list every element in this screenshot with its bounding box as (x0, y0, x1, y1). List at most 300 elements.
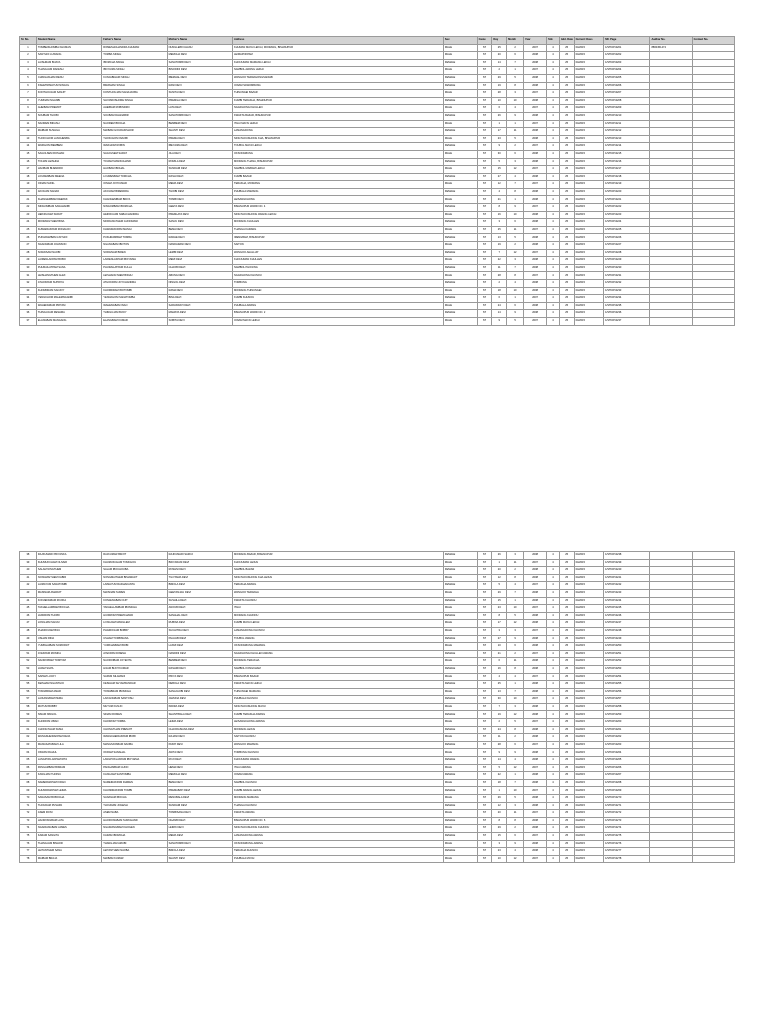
table-cell: NINGOMBAM IBOMCHA (102, 204, 167, 212)
table-cell: TOMBEIKHOMBA KHUMAN (36, 44, 101, 52)
table-cell: 4 (547, 855, 560, 863)
table-cell: TAKHELLAMBAM IBOMCHA (102, 605, 167, 613)
table-cell: SUNITA DEVI (167, 90, 232, 98)
table-cell: 19 (492, 242, 507, 250)
table-cell: 25 (559, 734, 574, 742)
table-row (20, 302, 735, 310)
table-cell: 4 (547, 59, 560, 67)
table-cell: 2008 (523, 112, 546, 120)
table-cell: 65 (20, 757, 37, 765)
table-cell: 2008 (523, 635, 546, 643)
table-cell (650, 74, 692, 82)
table-cell: MALE (443, 825, 477, 833)
table-cell: 4 (547, 211, 560, 219)
table-cell (650, 90, 692, 98)
table-cell: CHAOBI DEVI (167, 264, 232, 272)
table-cell: SHANTI DEVI (167, 128, 232, 136)
table-cell: AYEKPAM DINESH (102, 650, 167, 658)
table-cell: 1/STD/P/4241 (604, 574, 650, 582)
table-cell: MOIRANG THINUNGEI (232, 287, 443, 295)
table-cell: AYEKPAM MONIKA (36, 650, 101, 658)
table-cell: 04/2015 (574, 574, 604, 582)
table-cell: OKRAM SANAHAL (102, 749, 167, 757)
table-cell: RENUBALA DEVI (167, 795, 232, 803)
table-cell: TOMBA SINGH (102, 52, 167, 60)
table-cell: 20 (20, 188, 37, 196)
table-cell: 2008 (523, 772, 546, 780)
table-cell: MALE (443, 257, 477, 265)
table-cell: 04/2015 (574, 627, 604, 635)
table-cell: MALE (443, 855, 477, 863)
table-cell (650, 741, 692, 749)
table-row (20, 90, 735, 98)
table-cell: 04/2015 (574, 150, 604, 158)
table-cell: 4 (547, 559, 560, 567)
table-cell: ATHOKPAM SUPRIYA (36, 280, 101, 288)
table-cell: NAMEIRAKPAM KIRAN (36, 779, 101, 787)
table-cell: 1/STD/P/4264 (604, 749, 650, 757)
table-cell: KSHETRIMAYUM NINGOL (36, 82, 101, 90)
table-cell (692, 257, 734, 265)
table-row (20, 188, 735, 196)
table-cell: MALE (443, 688, 477, 696)
table-cell: 26 (492, 112, 507, 120)
table-row (20, 574, 735, 582)
table-cell: 04/2015 (574, 741, 604, 749)
table-cell: ST (477, 181, 492, 189)
table-cell: KONJENGBAM ROJIKA (36, 597, 101, 605)
table-cell: MEMI DEVI (167, 257, 232, 265)
table-cell: PHUBALA AWANG (232, 302, 443, 310)
table-cell: FEMALE (443, 597, 477, 605)
table-cell: 2008 (523, 726, 546, 734)
table-row (20, 257, 735, 265)
table-cell: 9 (492, 143, 507, 151)
table-cell: 6 (492, 295, 507, 303)
table-row (20, 234, 735, 242)
table-cell: 4 (547, 696, 560, 704)
table-cell: MALE (443, 589, 477, 597)
table-cell: 1/STD/P/4207 (604, 90, 650, 98)
table-cell: MALE (443, 181, 477, 189)
table-cell: SANTHOI LUWANG (36, 52, 101, 60)
table-cell (650, 658, 692, 666)
table-cell: 1/STD/P/4237 (604, 317, 650, 325)
table-cell: WAHENGBAM INAO (102, 302, 167, 310)
table-cell: 1/STD/P/4213 (604, 135, 650, 143)
table-cell: 21 (492, 650, 507, 658)
table-cell: 1/STD/P/4271 (604, 802, 650, 810)
table-cell: 25 (559, 665, 574, 673)
table-row (20, 605, 735, 613)
column-header: SR. Page (604, 37, 650, 45)
table-cell: MALE (443, 196, 477, 204)
table-row (20, 67, 735, 75)
table-cell: MALE (443, 643, 477, 651)
table-row (20, 582, 735, 590)
table-cell: TOIJAM MANIKCHAND (102, 158, 167, 166)
table-cell: 2007 (523, 810, 546, 818)
table-cell: TILOTAMA DEVI (167, 574, 232, 582)
table-row (20, 855, 735, 863)
table-cell: KHUNDRAKPAM TOMBI (102, 787, 167, 795)
table-cell (692, 120, 734, 128)
table-cell: 16 (492, 211, 507, 219)
table-row (20, 734, 735, 742)
table-cell: FEMALE (443, 280, 477, 288)
table-cell: LEMBI DEVI (167, 249, 232, 257)
table-cell: KHOIROM TOMBA (102, 719, 167, 727)
table-cell: 4 (547, 787, 560, 795)
table-cell: THANGA KARANG (232, 226, 443, 234)
table-cell: 4 (547, 52, 560, 60)
table-cell: ST (477, 211, 492, 219)
table-cell (692, 302, 734, 310)
table-cell: 25 (559, 97, 574, 105)
table-cell: 9 (507, 112, 524, 120)
table-cell: FEMALE (443, 772, 477, 780)
table-cell: 25 (559, 627, 574, 635)
table-cell: 11 (507, 810, 524, 818)
table-cell: 04/2015 (574, 810, 604, 818)
table-cell: NINGTHOUKHONG KHUNOU (232, 825, 443, 833)
table-cell (650, 681, 692, 689)
table-cell: ANITA DEVI (167, 749, 232, 757)
table-cell: 25 (559, 741, 574, 749)
table-cell (692, 734, 734, 742)
table-cell: 25 (559, 559, 574, 567)
student-table-block-2 (19, 551, 735, 863)
table-cell: 04/2015 (574, 234, 604, 242)
table-cell: MALE (443, 287, 477, 295)
table-cell: 4 (547, 74, 560, 82)
table-cell: HEMA DEVI (167, 764, 232, 772)
table-cell: 25 (559, 302, 574, 310)
table-cell: 2007 (523, 741, 546, 749)
table-cell (650, 703, 692, 711)
table-cell: 1/STD/P/4273 (604, 817, 650, 825)
table-cell: SUNDARI DEVI (167, 166, 232, 174)
table-cell: ST (477, 249, 492, 257)
table-cell: SAGOLSEM ROSHAN (36, 150, 101, 158)
table-cell: NAMEIRAKPAM DHIREN (102, 779, 167, 787)
table-cell: 18 (20, 173, 37, 181)
table-cell: MALE (443, 703, 477, 711)
table-cell: 7 (507, 59, 524, 67)
table-cell: MEMCHA DEVI (167, 52, 232, 60)
table-cell: MALE (443, 317, 477, 325)
table-cell: 4 (507, 673, 524, 681)
table-cell: OINAM AWANG (232, 772, 443, 780)
table-row (20, 150, 735, 158)
table-cell: 14 (20, 143, 37, 151)
table-cell: 04/2015 (574, 211, 604, 219)
table-cell: FEMALE (443, 802, 477, 810)
table-cell: FEMALE (443, 97, 477, 105)
table-cell: 04/2015 (574, 643, 604, 651)
table-cell: OINAM MAYAI LEIKAI (232, 317, 443, 325)
table-cell: 2008 (523, 97, 546, 105)
table-row (20, 703, 735, 711)
table-cell: 8 (507, 817, 524, 825)
table-cell: 1/STD/P/4265 (604, 757, 650, 765)
table-cell: 2008 (523, 597, 546, 605)
table-cell: MALE (443, 135, 477, 143)
table-cell: OINAM SAWOMBUNG (232, 82, 443, 90)
table-cell: 04/2015 (574, 90, 604, 98)
table-cell (650, 181, 692, 189)
table-cell: 23 (492, 605, 507, 613)
table-row (20, 82, 735, 90)
column-header: Month (507, 37, 524, 45)
table-cell (650, 711, 692, 719)
table-cell: PHAIROIJAM BOBBY (102, 627, 167, 635)
table-cell: 24 (20, 219, 37, 227)
table-cell (692, 226, 734, 234)
table-cell: ST (477, 620, 492, 628)
table-cell: YUMNAM NGANBI (36, 97, 101, 105)
table-cell: 4 (547, 643, 560, 651)
table-cell: NINGTHOUKHONG KHA LEIKAI (232, 574, 443, 582)
table-cell: 9 (20, 105, 37, 113)
table-cell: 1/STD/P/4232 (604, 280, 650, 288)
table-cell: 7 (507, 688, 524, 696)
table-cell: 6 (507, 52, 524, 60)
table-cell: NGAIRANGBAM JAMES (36, 825, 101, 833)
table-cell: 1/STD/P/4205 (604, 74, 650, 82)
table-cell: ST (477, 44, 492, 52)
table-cell: KANGJAM SANTOMBA (102, 772, 167, 780)
table-cell: 25 (559, 749, 574, 757)
table-row (20, 696, 735, 704)
table-cell: KEISHAM SHYAMSUNDAR (102, 681, 167, 689)
table-cell: MALE (443, 105, 477, 113)
table-cell: 4 (507, 848, 524, 856)
table-cell: NAOROIBAM TOMTOM (36, 658, 101, 666)
table-cell (650, 643, 692, 651)
table-cell: LANGPOKLAKPAM IBOYAIMA (102, 757, 167, 765)
table-cell: 1/STD/P/4275 (604, 832, 650, 840)
table-cell: 1 (492, 787, 507, 795)
table-cell: 4 (547, 719, 560, 727)
table-cell: ST (477, 272, 492, 280)
table-cell: NONGMAITHEM KABIR (36, 574, 101, 582)
table-cell: FEMALE (443, 552, 477, 560)
table-cell: 15 (492, 166, 507, 174)
table-cell (692, 264, 734, 272)
table-cell: 1/STD/P/4211 (604, 120, 650, 128)
table-cell: 2008 (523, 264, 546, 272)
table-cell: BEMBEM DEVI (167, 658, 232, 666)
table-cell: KHOIJUMAN KHULLEN (232, 257, 443, 265)
table-cell: 25 (559, 635, 574, 643)
table-cell: 2 (507, 825, 524, 833)
table-cell: 8 (507, 82, 524, 90)
table-cell: MALE (443, 166, 477, 174)
table-cell: 8 (507, 665, 524, 673)
table-cell: 1/STD/P/4252 (604, 658, 650, 666)
table-cell: NAOROIBAM JOYENTA (102, 658, 167, 666)
table-cell: 43 (20, 589, 37, 597)
table-cell: 4 (547, 810, 560, 818)
table-cell: 04/2015 (574, 589, 604, 597)
table-cell: 48 (20, 627, 37, 635)
table-cell: MAISNAM AMARJIT (36, 589, 101, 597)
table-cell: 21 (20, 196, 37, 204)
table-cell: 15 (492, 597, 507, 605)
table-cell: 14 (492, 59, 507, 67)
table-cell (650, 173, 692, 181)
table-cell: PHUBALA KHUNOU (232, 696, 443, 704)
table-cell (650, 665, 692, 673)
table-cell: 8 (507, 272, 524, 280)
table-cell: 2007 (523, 696, 546, 704)
table-cell: 6 (507, 302, 524, 310)
table-cell: 1/STD/P/4204 (604, 67, 650, 75)
table-cell: ST (477, 166, 492, 174)
table-cell: 2007 (523, 166, 546, 174)
table-cell: 04/2015 (574, 74, 604, 82)
table-cell: 4 (547, 280, 560, 288)
table-cell: 04/2015 (574, 287, 604, 295)
table-cell (692, 567, 734, 575)
table-cell: 04/2015 (574, 650, 604, 658)
table-cell: ST (477, 196, 492, 204)
table-cell: MUTUM KUNJO (102, 703, 167, 711)
table-cell: 25 (559, 772, 574, 780)
table-cell: BISHNUPUR WARD NO. 4 (232, 204, 443, 212)
table-cell: 25 (559, 574, 574, 582)
table-cell (650, 597, 692, 605)
table-cell: 2008 (523, 234, 546, 242)
table-cell: 04/2015 (574, 44, 604, 52)
table-cell: KHANGEMBAM DEEPAK (36, 196, 101, 204)
table-cell (650, 688, 692, 696)
table-cell (650, 82, 692, 90)
table-cell: 2007 (523, 204, 546, 212)
table-cell: 8 (20, 97, 37, 105)
table-cell: 14 (492, 757, 507, 765)
table-cell: 11 (20, 120, 37, 128)
table-cell: WANGOO TERAKHA (232, 589, 443, 597)
table-cell: 2 (492, 67, 507, 75)
table-cell: 2008 (523, 795, 546, 803)
table-cell: ST (477, 219, 492, 227)
table-cell: BIMOLA DEVI (167, 582, 232, 590)
table-cell: 4 (547, 665, 560, 673)
table-cell: 2007 (523, 317, 546, 325)
table-cell: 70 (20, 795, 37, 803)
table-row (20, 135, 735, 143)
table-cell: FEMALE (443, 711, 477, 719)
table-cell: 1/STD/P/4210 (604, 112, 650, 120)
table-cell: 4 (547, 257, 560, 265)
table-cell: ST (477, 226, 492, 234)
table-cell: 1/STD/P/4240 (604, 567, 650, 575)
table-cell: 4 (547, 196, 560, 204)
table-cell (692, 211, 734, 219)
table-cell: 1/STD/P/4251 (604, 650, 650, 658)
table-cell: ST (477, 787, 492, 795)
table-row (20, 612, 735, 620)
table-cell: THOIBI DEVI (167, 188, 232, 196)
table-cell: 2007 (523, 143, 546, 151)
table-cell: ROMESHCHANDRA KHUMAN (102, 44, 167, 52)
table-cell: ST (477, 188, 492, 196)
table-row (20, 52, 735, 60)
table-cell: ST (477, 559, 492, 567)
table-cell: 10 (507, 287, 524, 295)
table-cell: KUMBI KHUNOU (232, 295, 443, 303)
table-cell: FEMALE (443, 204, 477, 212)
table-cell: MAIBAM GOURAKISHOR (102, 128, 167, 136)
table-cell: 25 (559, 848, 574, 856)
table-cell: SALAM IBOCHOUBA (102, 567, 167, 575)
table-cell: ST (477, 703, 492, 711)
table-cell (692, 97, 734, 105)
table-cell: 1/STD/P/4224 (604, 219, 650, 227)
table-cell: JILA DEVI (167, 150, 232, 158)
table-row (20, 802, 735, 810)
table-cell: WAHENGBAM PRITAM (36, 302, 101, 310)
table-cell: 2008 (523, 688, 546, 696)
column-header: Address (232, 37, 443, 45)
table-cell: ST (477, 567, 492, 575)
table-cell (692, 559, 734, 567)
table-cell: FEMALE (443, 726, 477, 734)
table-cell: 8 (507, 726, 524, 734)
table-cell: 4 (547, 181, 560, 189)
table-cell (650, 67, 692, 75)
table-cell: 04/2015 (574, 272, 604, 280)
table-cell: SOUBAM THOIBI (36, 112, 101, 120)
table-cell: ROMILA DEVI (167, 158, 232, 166)
table-cell: MALE (443, 242, 477, 250)
table-cell: 30 (492, 150, 507, 158)
table-cell: LOURENBAM TOMCHA (102, 173, 167, 181)
table-cell: FEMALE (443, 612, 477, 620)
table-cell: 15 (20, 150, 37, 158)
table-cell: 29 (20, 257, 37, 265)
table-cell: FEMALE (443, 219, 477, 227)
table-row (20, 166, 735, 174)
table-cell: 4 (492, 188, 507, 196)
table-cell: ST (477, 59, 492, 67)
table-cell: WAIKHOM BEMBEM (36, 143, 101, 151)
table-cell (692, 74, 734, 82)
table-cell: FEMALE (443, 249, 477, 257)
table-cell: NINGTHOUKHONG KHA, BISHNUPUR (232, 135, 443, 143)
table-cell: 1/STD/P/4225 (604, 226, 650, 234)
table-cell: NGANGBAM JOHNSON (36, 242, 101, 250)
table-cell: 9 (507, 635, 524, 643)
table-cell: 2008 (523, 302, 546, 310)
table-cell: MOIRANG KHULLEN (232, 219, 443, 227)
table-cell: 2 (507, 44, 524, 52)
table-cell (692, 703, 734, 711)
table-cell: 27 (20, 242, 37, 250)
table-row (20, 97, 735, 105)
table-cell: 1/STD/P/4269 (604, 787, 650, 795)
table-cell (650, 772, 692, 780)
table-cell: 04/2015 (574, 719, 604, 727)
table-cell: 25 (559, 650, 574, 658)
table-cell: 20 (492, 52, 507, 60)
table-cell: RASHMI DEVI (167, 665, 232, 673)
table-cell: CHONGTHAM PREMJIT (102, 726, 167, 734)
table-cell: 10 (507, 787, 524, 795)
table-cell: 25 (559, 552, 574, 560)
